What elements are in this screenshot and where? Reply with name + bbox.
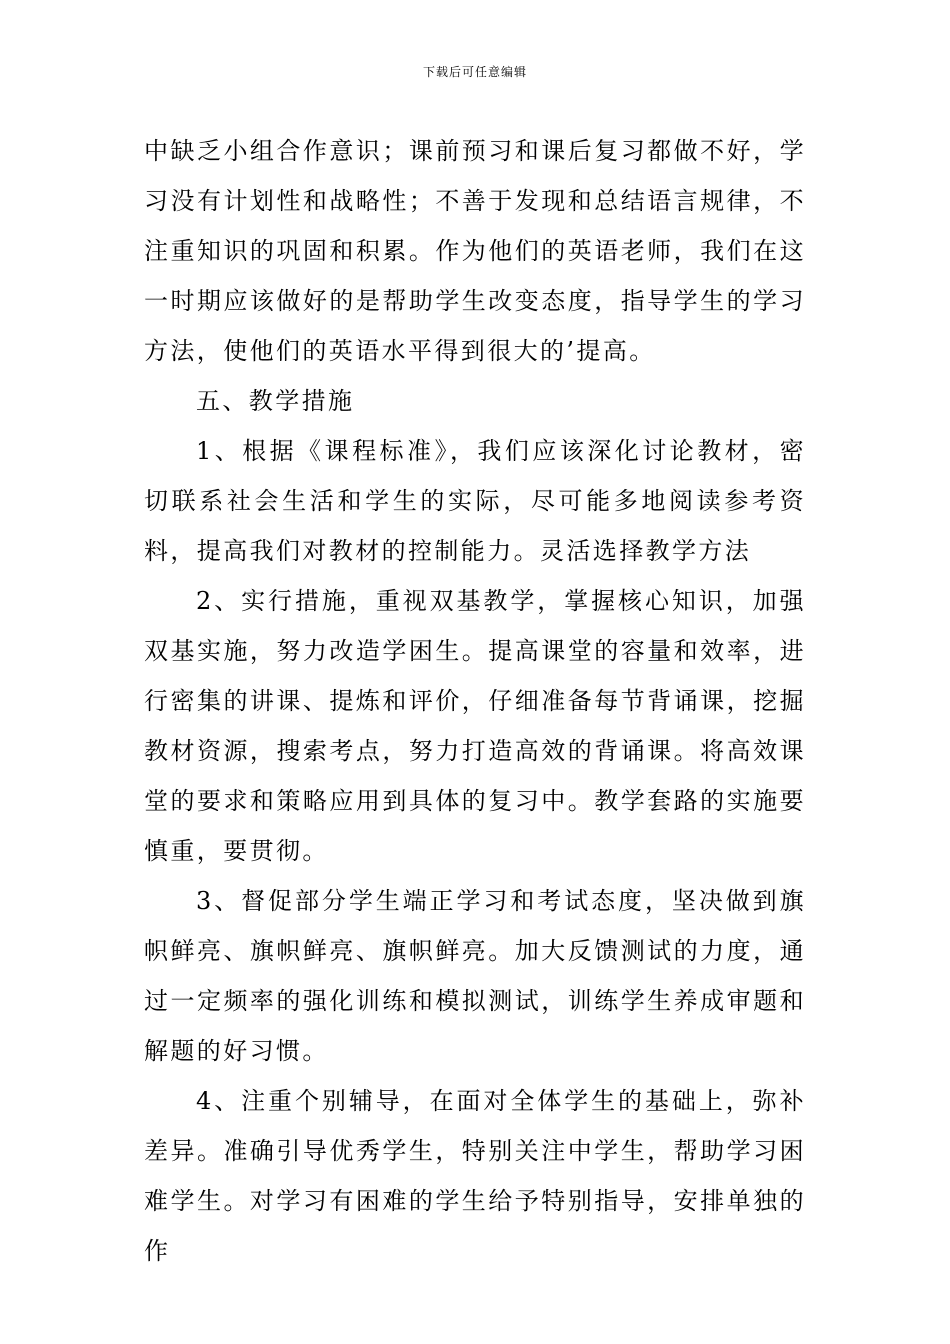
section-heading-teaching-measures: 五、教学措施 <box>196 387 355 415</box>
paragraph-measure-2: 2、实行措施，重视双基教学，掌握核心知识，加强双基实施，努力改造学困生。提高课堂的容量和效率，进行密集的讲课、提炼和评价，仔细准备每节背诵课，挖掘教材资源，搜索考点，努力打造高效的背诵课。将高效课堂的要求和策略应用到具体的复习中。教学套路的实施要慎重，要贯彻。 <box>144 587 806 865</box>
paragraph-continued: 中缺乏小组合作意识；课前预习和课后复习都做不好，学习没有计划性和战略性；不善于发现和总结语言规律，不注重知识的巩固和积累。作为他们的英语老师，我们在这一时期应该做好的是帮助学生改变态度，指导学生的学习方法，使他们的英语水平得到很大的’提高。 <box>144 137 806 365</box>
paragraph-measure-1: 1、根据《课程标准》，我们应该深化讨论教材，密切联系社会生活和学生的实际，尽可能多地阅读参考资料，提高我们对教材的控制能力。灵活选择教学方法 <box>144 437 806 565</box>
document-body <box>144 126 806 1276</box>
page-header: 下载后可任意编辑 <box>422 65 527 79</box>
paragraph-measure-4: 4、注重个别辅导，在面对全体学生的基础上，弥补差异。准确引导优秀学生，特别关注中学生，帮助学习困难学生。对学习有困难的学生给予特别指导，安排单独的作 <box>144 1087 806 1265</box>
paragraph-measure-3: 3、督促部分学生端正学习和考试态度，坚决做到旗帜鲜亮、旗帜鲜亮、旗帜鲜亮。加大反馈测试的力度，通过一定频率的强化训练和模拟测试，训练学生养成审题和解题的好习惯。 <box>144 887 806 1065</box>
